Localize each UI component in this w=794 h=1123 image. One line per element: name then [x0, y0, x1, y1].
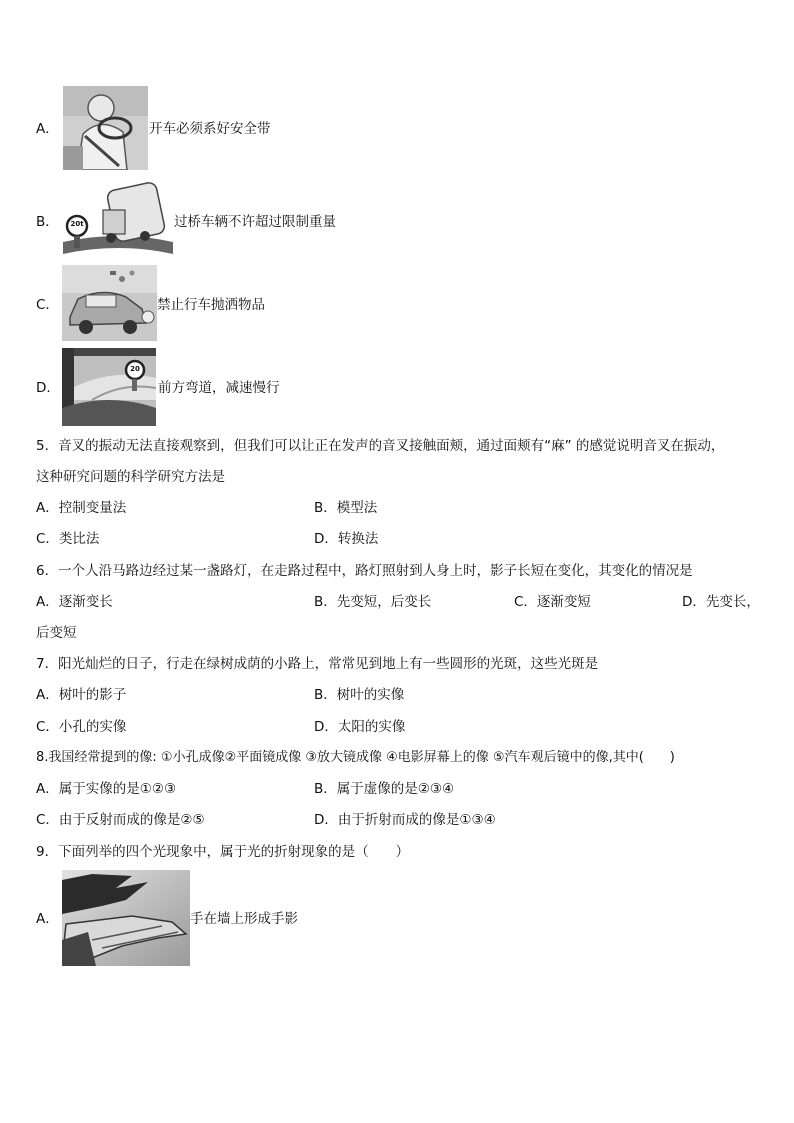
truck-bridge-icon — [63, 180, 173, 262]
option-c: C．类比法 — [36, 531, 100, 547]
option-d: D．太阳的实像 — [314, 719, 406, 735]
option-d: D．先变长， — [682, 594, 760, 610]
option-a: A．控制变量法 — [36, 500, 127, 516]
option-letter: B． — [36, 214, 59, 230]
option-letter: A． — [36, 911, 59, 927]
option-d: D．由于折射而成的像是①③④ — [314, 812, 496, 828]
option-text: 过桥车辆不许超过限制重量 — [174, 214, 336, 230]
option-d-continued: 后变短 — [36, 625, 77, 641]
speed-sign-label: 20 — [130, 365, 140, 373]
option-a: A．属于实像的是①②③ — [36, 781, 177, 797]
option-text: 手在墙上形成手影 — [190, 911, 298, 927]
driver-seatbelt-icon — [63, 86, 148, 170]
question-stem: 6．一个人沿马路边经过某一盏路灯，在走路过程中，路灯照射到人身上时，影子长短在变化，其变化的情况是 — [36, 563, 693, 579]
question-stem-continued: 这种研究问题的科学研究方法是 — [36, 469, 225, 485]
option-b: B．属于虚像的是②③④ — [314, 781, 455, 797]
option-a: A．逐渐变长 — [36, 594, 113, 610]
speed-sign-label: 20t — [70, 220, 84, 228]
option-c: C．由于反射而成的像是②⑤ — [36, 812, 205, 828]
option-c: C．逐渐变短 — [514, 594, 591, 610]
option-letter: D． — [36, 380, 60, 396]
option-letter: C． — [36, 297, 59, 313]
option-text: 前方弯道，减速慢行 — [158, 380, 280, 396]
option-b: B．树叶的实像 — [314, 687, 405, 703]
question-stem: 5．音叉的振动无法直接观察到，但我们可以让正在发声的音叉接触面颊，通过面颊有“麻” 的感觉说明音叉在振动， — [36, 438, 725, 454]
question-stem: 7．阳光灿烂的日子，行走在绿树成荫的小路上，常常见到地上有一些圆形的光斑，这些光斑是 — [36, 656, 599, 672]
option-letter: A． — [36, 121, 59, 137]
question-stem: 8.我国经常提到的像: ①小孔成像②平面镜成像 ③放大镜成像 ④电影屏幕上的像 ⑤汽车观后镜中的像,其中( ) — [36, 750, 675, 765]
option-text: 开车必须系好安全带 — [149, 121, 271, 137]
option-a: A．树叶的影子 — [36, 687, 127, 703]
car-littering-icon — [62, 265, 157, 341]
dashboard-curve-icon — [62, 348, 156, 426]
hand-shadow-icon — [62, 870, 190, 966]
option-b: B．模型法 — [314, 500, 378, 516]
option-c: C．小孔的实像 — [36, 719, 127, 735]
option-b: B．先变短，后变长 — [314, 594, 432, 610]
option-text: 禁止行车抛洒物品 — [157, 297, 265, 313]
option-d: D．转换法 — [314, 531, 379, 547]
question-stem: 9．下面列举的四个光现象中，属于光的折射现象的是（ ） — [36, 844, 410, 860]
